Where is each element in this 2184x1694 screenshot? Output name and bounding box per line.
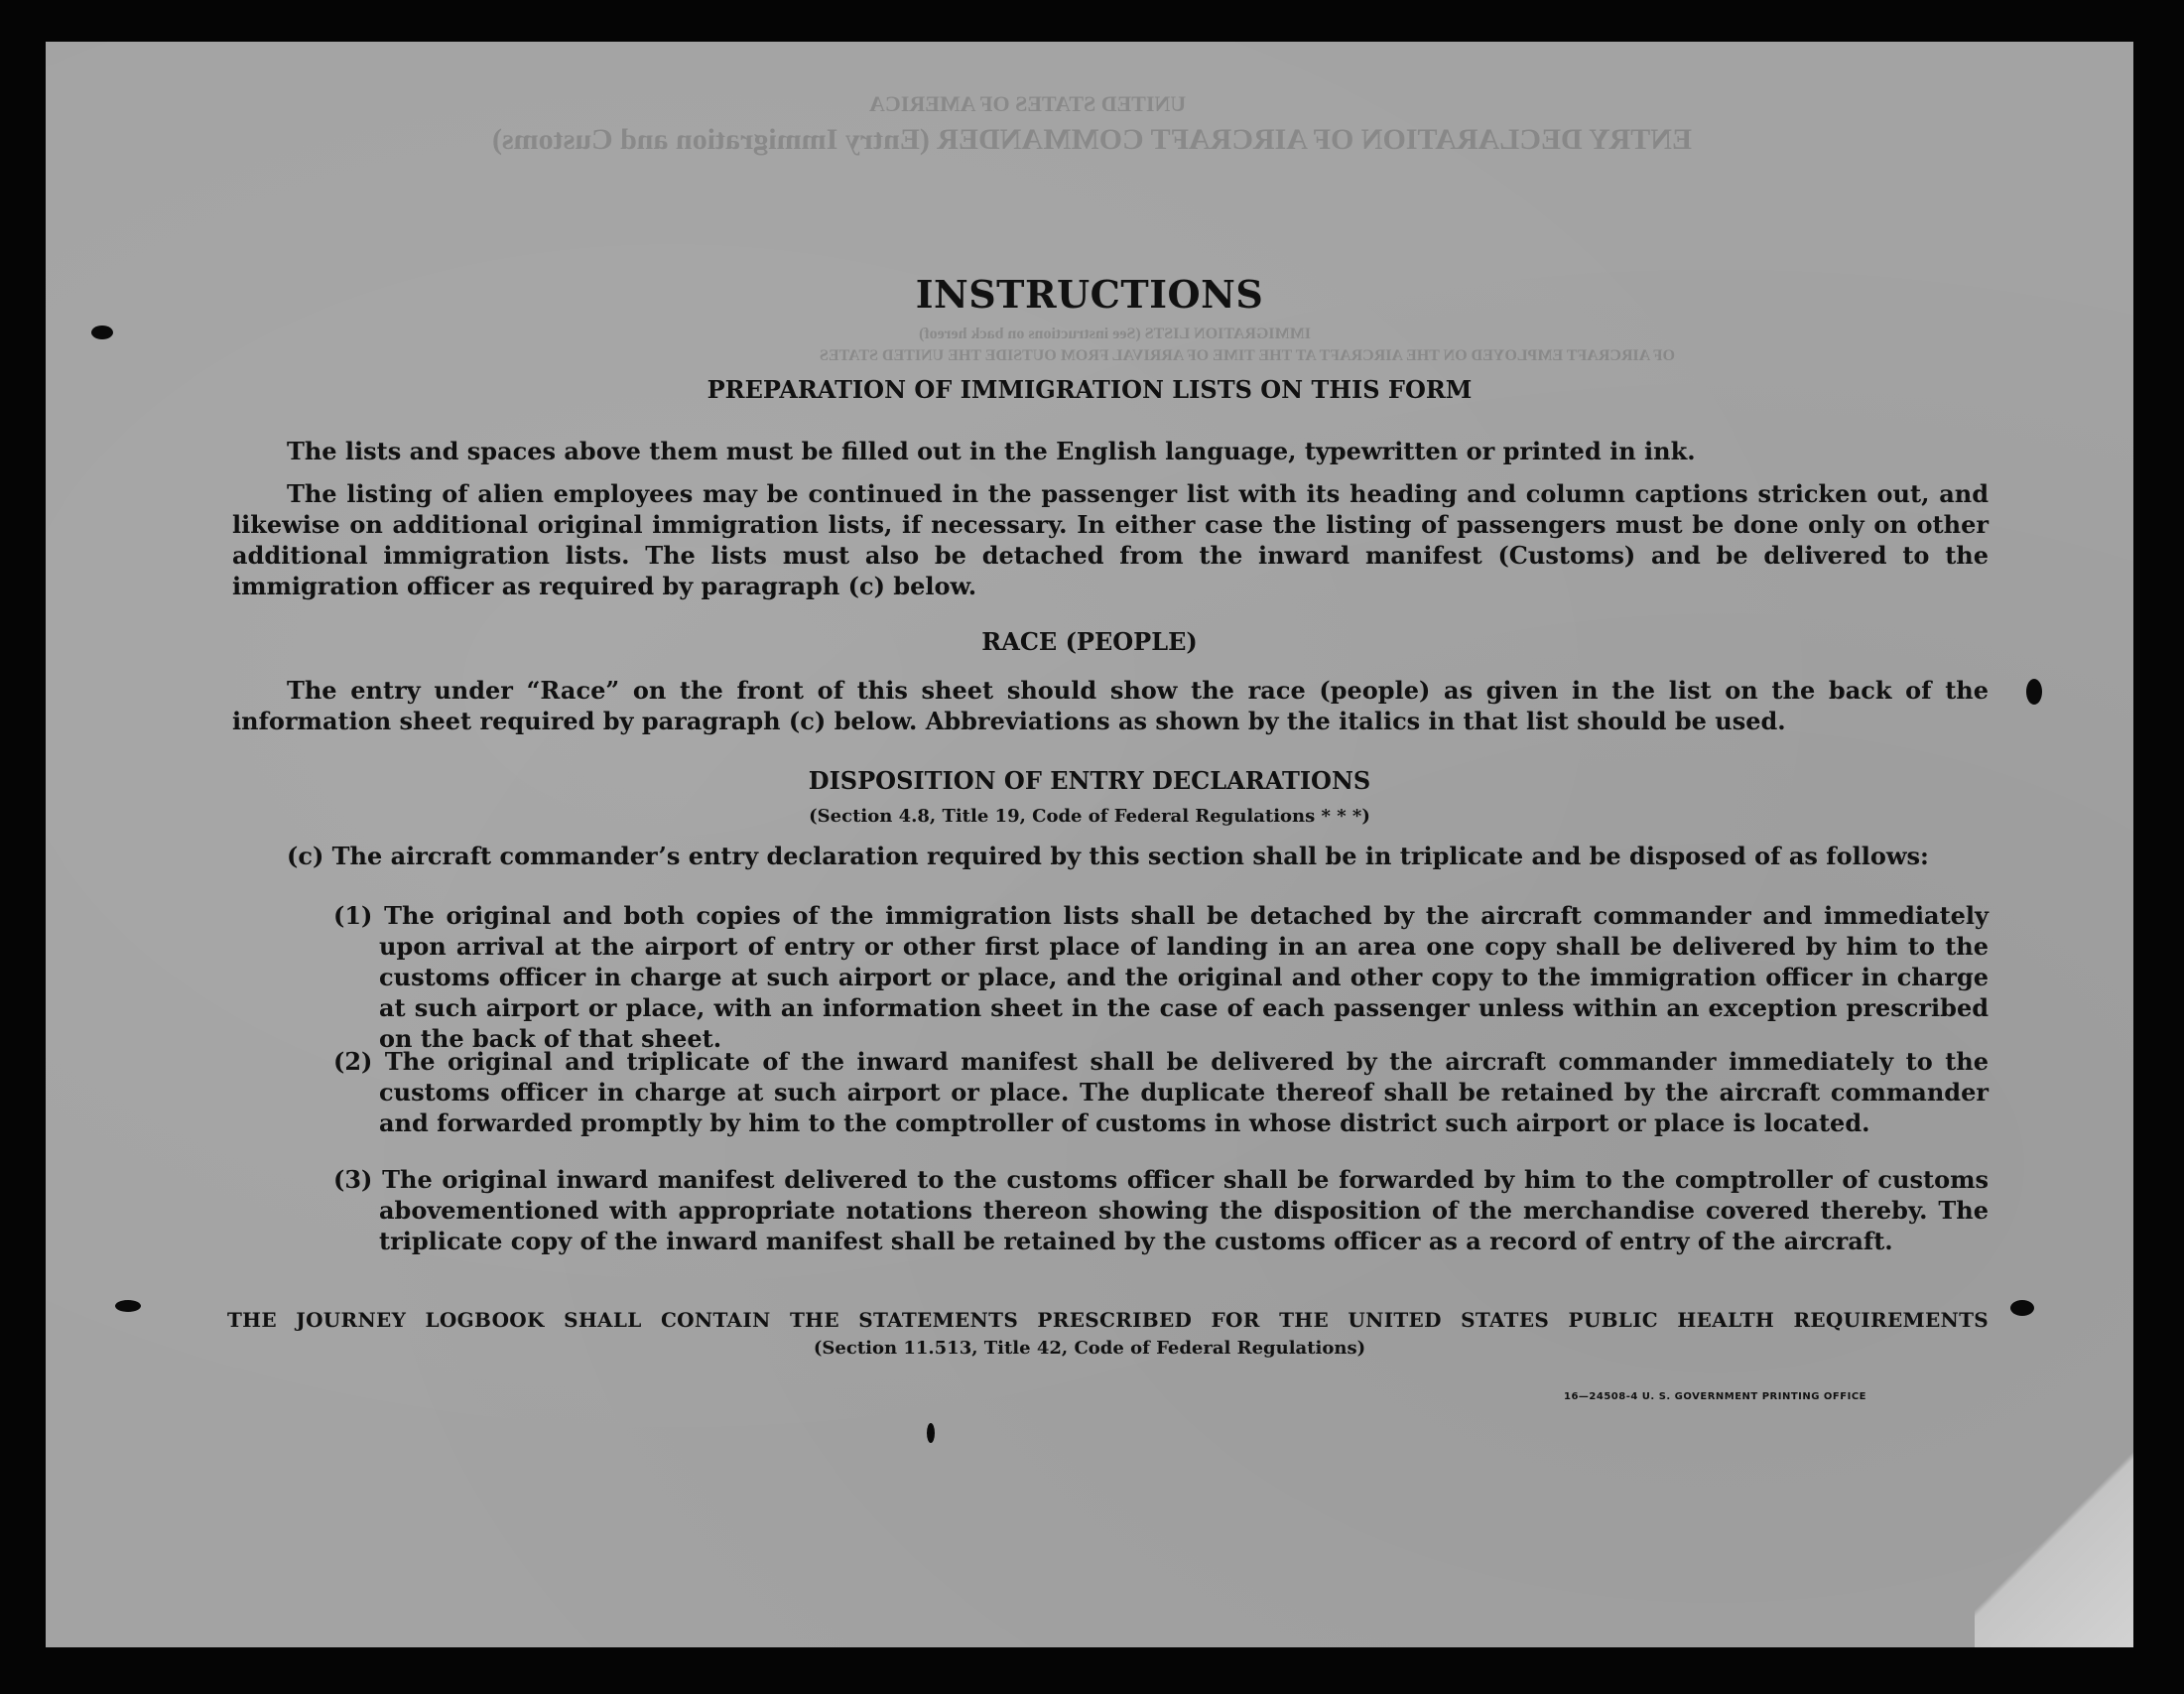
- disposition-item-1: (1) The original and both copies of the immigration lists shall be detached by the aircraft commander and immediately upon arrival at the airport of entry or other first place of landing in an area one copy shall be delivered by him to the customs officer in charge at such airport or place, and the original and other copy to the immigration officer in charge at such airport or place, with an information sheet in the case of each passenger unless within an exception prescribed on the back of that sheet.: [333, 901, 1989, 1053]
- ink-speck: [2026, 679, 2042, 705]
- ink-speck: [115, 1300, 141, 1312]
- ink-speck: [2010, 1300, 2034, 1316]
- disposition-item-2: (2) The original and triplicate of the inward manifest shall be delivered by the aircraft commander immediately to the customs officer in charge at such airport or place. The duplicate thereof shall be retained by the aircraft commander and forwarded promptly by him to the comptroller of customs in whose district such airport or place is located.: [333, 1047, 1989, 1137]
- disposition-item-3: (3) The original inward manifest delivered to the customs officer shall be forwarded by him to the comptroller of customs abovementioned with appropriate notations thereon showing the disposition of the merchandise covered thereby. The triplicate copy of the inward manifest shall be retained by the customs officer as a record of entry of the aircraft.: [333, 1165, 1989, 1255]
- race-heading: RACE (PEOPLE): [981, 627, 1198, 656]
- ink-speck: [927, 1423, 935, 1443]
- page-title: INSTRUCTIONS: [915, 272, 1264, 317]
- disposition-subheading: (Section 4.8, Title 19, Code of Federal Regulations * * *): [809, 806, 1370, 827]
- document-sheet: [46, 42, 2133, 1647]
- race-paragraph: The entry under “Race” on the front of this sheet should show the race (people) as given in the list on the back of the information sheet required by paragraph (c) below. Abbreviations as shown by the italics in that list should be used.: [232, 676, 1989, 735]
- ink-speck: [91, 326, 113, 339]
- public-health-statement: THE JOURNEY LOGBOOK SHALL CONTAIN THE STATEMENTS PRESCRIBED FOR THE UNITED STATES PUBLIC HEALTH REQUIREMENTS: [227, 1308, 1989, 1332]
- disposition-intro: (c) The aircraft commander’s entry declaration required by this section shall be in triplicate and be disposed of as follows:: [287, 842, 1929, 870]
- bleed-through-line: UNITED STATES OF AMERICA: [869, 91, 1187, 116]
- preparation-paragraph-2: The listing of alien employees may be continued in the passenger list with its heading and column captions stricken out, and likewise on additional original immigration lists, if necessary. In either case the listing of passengers must be done only on other additional immigration lists. The lists must also be detached from the inward manifest (Customs) and be delivered to the immigration officer as required by paragraph (c) below.: [232, 479, 1989, 600]
- printer-mark: 16—24508-4 U. S. GOVERNMENT PRINTING OFFICE: [1564, 1391, 1866, 1402]
- preparation-paragraph-1: The lists and spaces above them must be filled out in the English language, typewritten or printed in ink.: [287, 437, 1696, 465]
- bleed-through-line: ENTRY DECLARATION OF AIRCRAFT COMMANDER (Entry Immigration and Customs): [492, 123, 1692, 156]
- bleed-through-line: IMMIGRATION LISTS (See instructions on back hereof): [919, 326, 1311, 342]
- folded-corner: [1975, 1429, 2133, 1647]
- public-health-citation: (Section 11.513, Title 42, Code of Federal Regulations): [813, 1338, 1366, 1359]
- preparation-heading: PREPARATION OF IMMIGRATION LISTS ON THIS FORM: [707, 375, 1473, 404]
- bleed-through-line: OF AIRCRAFT EMPLOYED ON THE AIRCRAFT AT THE TIME OF ARRIVAL FROM OUTSIDE THE UNITED STATES: [820, 347, 1675, 364]
- disposition-heading: DISPOSITION OF ENTRY DECLARATIONS: [808, 766, 1371, 795]
